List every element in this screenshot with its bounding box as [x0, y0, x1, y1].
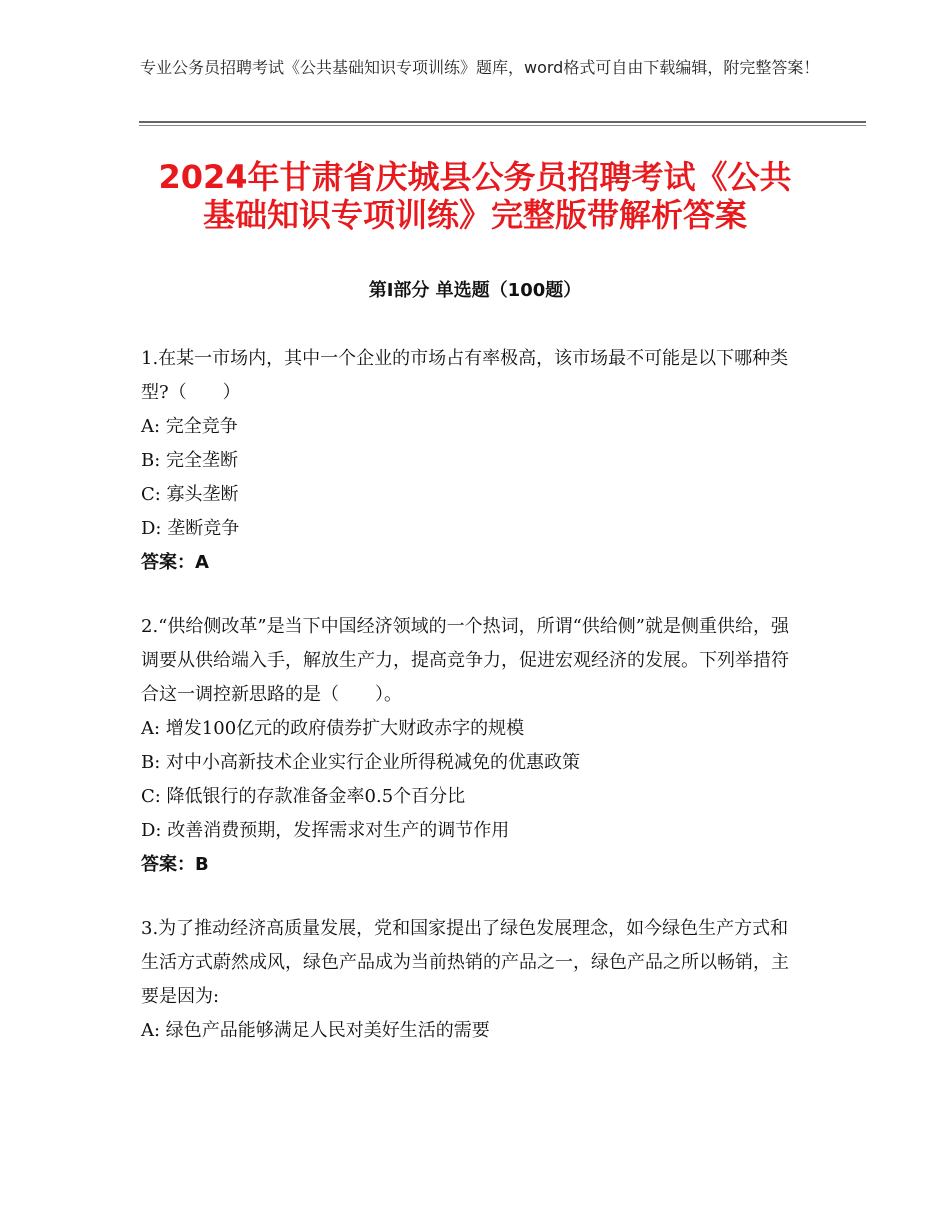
- option-a: A: 绿色产品能够满足人民对美好生活的需要: [141, 1020, 490, 1041]
- option-c: C: 降低银行的存款准备金率0.5个百分比: [141, 786, 466, 807]
- option-b: B: 完全垄断: [141, 450, 239, 471]
- question-stem: 2.“供给侧改革”是当下中国经济领域的一个热词，所谓“供给侧”就是侧重供给，强调要从供给端入手，解放生产力，提高竞争力，促进宏观经济的发展。下列举措符合这一调控新思路的是（ ）。: [141, 616, 789, 705]
- option-a: A: 完全竞争: [141, 416, 238, 437]
- header-note: 专业公务员招聘考试《公共基础知识专项训练》题库，word格式可自由下载编辑，附完整答案！: [140, 58, 820, 77]
- question-3: [141, 912, 801, 1048]
- document-title: [100, 158, 850, 234]
- option-c: C: 寡头垄断: [141, 484, 239, 505]
- option-d: D: 改善消费预期，发挥需求对生产的调节作用: [141, 820, 510, 841]
- header-divider-thin: [139, 125, 866, 126]
- option-b: B: 对中小高新技术企业实行企业所得税减免的优惠政策: [141, 752, 581, 773]
- question-1: [141, 342, 801, 580]
- question-stem: 1.在某一市场内，其中一个企业的市场占有率极高，该市场最不可能是以下哪种类型?（ ）: [141, 348, 789, 403]
- answer: 答案：B: [141, 854, 209, 875]
- title-line-1: 2024年甘肃省庆城县公务员招聘考试《公共: [158, 158, 792, 196]
- section-title: 第Ⅰ部分 单选题（100题）: [368, 280, 582, 301]
- question-stem: 3.为了推动经济高质量发展，党和国家提出了绿色发展理念，如今绿色生产方式和生活方式蔚然成风，绿色产品成为当前热销的产品之一，绿色产品之所以畅销，主要是因为:: [141, 918, 789, 1007]
- question-2: [141, 610, 801, 882]
- option-a: A: 增发100亿元的政府债券扩大财政赤字的规模: [141, 718, 525, 739]
- answer: 答案：A: [141, 552, 209, 573]
- title-line-2: 基础知识专项训练》完整版带解析答案: [202, 196, 747, 234]
- question-list: [141, 342, 801, 1078]
- header-divider: [139, 121, 866, 123]
- option-d: D: 垄断竞争: [141, 518, 240, 539]
